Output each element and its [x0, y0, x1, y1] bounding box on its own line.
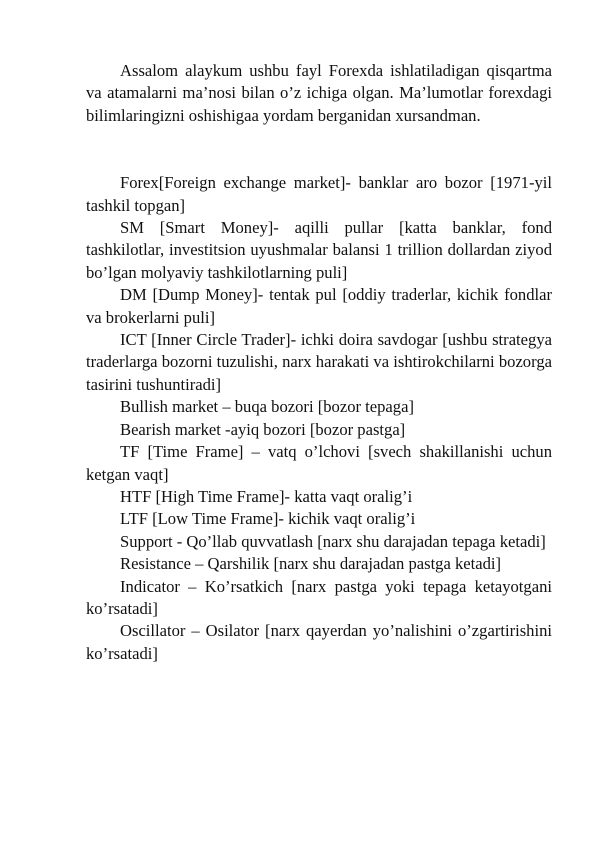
term-dump-money: DM [Dump Money]- tentak pul [oddiy traderlar, kichik fondlar va brokerlarni puli] — [86, 285, 552, 327]
term-forex: Forex[Foreign exchange market]- banklar aro bozor [1971-yil tashkil topgan] — [86, 173, 552, 215]
term-time-frame: TF [Time Frame] – vatq o’lchovi [svech shakillanishi uchun ketgan vaqt] — [86, 442, 552, 484]
term-low-time-frame: LTF [Low Time Frame]- kichik vaqt oralig’i — [120, 509, 416, 529]
document-page — [86, 60, 552, 665]
term-bullish-market: Bullish market – buqa bozori [bozor tepaga] — [120, 397, 414, 417]
term-high-time-frame: HTF [High Time Frame]- katta vaqt oralig’i — [120, 486, 413, 506]
term-oscillator: Oscillator – Osilator [narx qayerdan yo’nalishini o’zgartirishini ko’rsatadi] — [86, 621, 552, 663]
term-indicator: Indicator – Ko’rsatkich [narx pastga yoki tepaga ketayotgani ko’rsatadi] — [86, 576, 552, 618]
intro-paragraph: Assalom alaykum ushbu fayl Forexda ishlatiladigan qisqartma va atamalarni ma’nosi bilan o’z ichiga olgan. Ma’lumotlar forexdagi bilimlaringizni oshishigaa yordam berganidan xursandman. — [86, 61, 552, 125]
term-resistance: Resistance – Qarshilik [narx shu darajadan pastga ketadi] — [120, 554, 502, 574]
paragraph-spacer — [86, 127, 552, 172]
term-ict: ICT [Inner Circle Trader]- ichki doira savdogar [ushbu strategya traderlarga bozorni tuzulishi, narx harakati va ishtirokchilarni bozorga tasirini tushuntiradi] — [86, 330, 552, 394]
term-smart-money: SM [Smart Money]- aqilli pullar [katta banklar, fond tashkilotlar, investitsion uyushmalar balansi 1 trillion dollardan ziyod bo’lgan molyaviy tashkilotlarning puli] — [86, 218, 552, 282]
term-bearish-market: Bearish market -ayiq bozori [bozor pastga] — [120, 419, 406, 439]
term-support: Support - Qo’llab quvvatlash [narx shu darajadan tepaga ketadi] — [120, 531, 546, 551]
